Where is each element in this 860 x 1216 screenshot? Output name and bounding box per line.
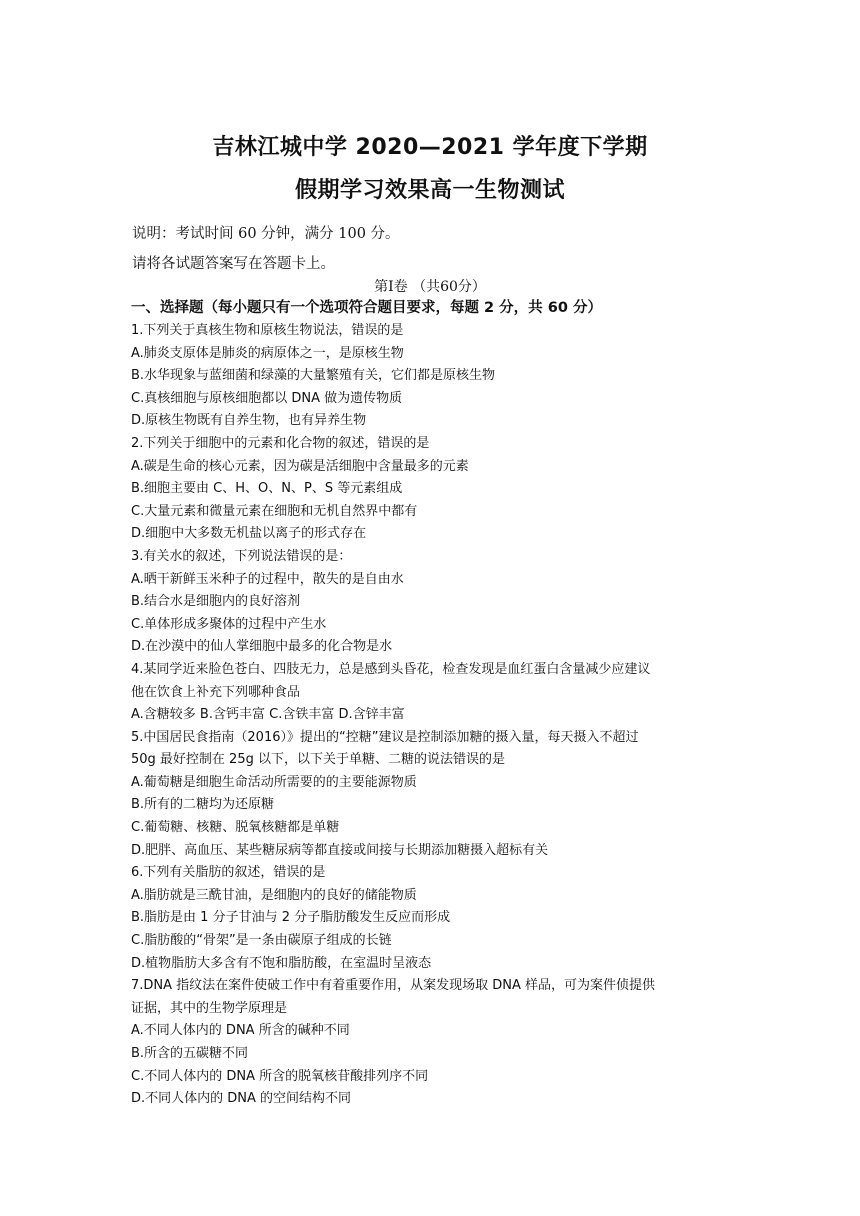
question-list — [131, 320, 733, 1111]
volume-heading: 第Ⅰ卷 （共60分） — [374, 279, 486, 295]
question-line: A.含糖较多 B.含钙丰富 C.含铁丰富 D.含锌丰富 — [131, 707, 405, 723]
question-line: 他在饮食上补充下列哪种食品 — [131, 684, 301, 700]
question-line: 7.DNA 指纹法在案件使破工作中有着重要作用，从案发现场取 DNA 样品，可为案件侦提供 — [131, 978, 656, 994]
question-line: 4.某同学近来脸色苍白、四肢无力，总是感到头昏花，检查发现是血红蛋白含量减少应建议 — [131, 661, 651, 677]
exam-instructions-answer: 请将各试题答案写在答题卡上。 — [132, 256, 335, 272]
question-line: C.单体形成多聚体的过程中产生水 — [131, 616, 327, 632]
question-line: B.脂肪是由 1 分子甘油与 2 分子脂肪酸发生反应而形成 — [131, 910, 451, 926]
section-heading: 一、选择题（每小题只有一个选项符合题目要求，每题 2 分，共 60 分） — [131, 300, 602, 316]
question-line: B.细胞主要由 C、H、O、N、P、S 等元素组成 — [131, 481, 403, 497]
question-line: 2.下列关于细胞中的元素和化合物的叙述，错误的是 — [131, 435, 430, 451]
question-line: A.脂肪就是三酰甘油，是细胞内的良好的储能物质 — [131, 887, 417, 903]
question-line: B.结合水是细胞内的良好溶剂 — [131, 594, 301, 610]
exam-title-line2: 假期学习效果高一生物测试 — [294, 178, 565, 203]
question-line: D.植物脂肪大多含有不饱和脂肪酸，在室温时呈液态 — [131, 955, 432, 971]
question-line: C.葡萄糖、核糖、脱氧核糖都是单糖 — [131, 820, 340, 836]
question-line: C.不同人体内的 DNA 所含的脱氧核苷酸排列序不同 — [131, 1068, 429, 1084]
exam-instructions-time: 说明：考试时间 60 分钟，满分 100 分。 — [132, 226, 400, 242]
question-line: 证据，其中的生物学原理是 — [131, 1000, 288, 1016]
question-line: C.大量元素和微量元素在细胞和无机自然界中都有 — [131, 503, 418, 519]
question-line: A.不同人体内的 DNA 所含的碱种不同 — [131, 1023, 350, 1039]
question-line: C.脂肪酸的“骨架”是一条由碳原子组成的长链 — [131, 933, 392, 949]
question-line: 50g 最好控制在 25g 以下，以下关于单糖、二糖的说法错误的是 — [131, 752, 505, 768]
question-line: D.原核生物既有自养生物，也有异养生物 — [131, 413, 367, 429]
question-line: D.细胞中大多数无机盐以离子的形式存在 — [131, 526, 367, 542]
question-line: A.碳是生命的核心元素，因为碳是活细胞中含量最多的元素 — [131, 458, 469, 474]
question-line: D.在沙漠中的仙人掌细胞中最多的化合物是水 — [131, 639, 393, 655]
exam-title-line1: 吉林江城中学 2020—2021 学年度下学期 — [212, 135, 648, 160]
question-line: B.水华现象与蓝细菌和绿藻的大量繁殖有关，它们都是原核生物 — [131, 368, 496, 384]
question-line: B.所含的五碳糖不同 — [131, 1046, 249, 1061]
question-line: 1.下列关于真核生物和原核生物说法，错误的是 — [131, 323, 404, 338]
question-line: 5.中国居民食指南（2016）》提出的“控糖”建议是控制添加糖的摄入量，每天摄入不超过 — [131, 729, 639, 745]
question-line: A.葡萄糖是细胞生命活动所需要的的主要能源物质 — [131, 774, 417, 790]
question-line: D.肥胖、高血压、某些糖尿病等都直接或间接与长期添加糖摄入超标有关 — [131, 842, 549, 858]
question-line: A.晒干新鲜玉米种子的过程中，散失的是自由水 — [131, 571, 404, 587]
question-line: 6.下列有关脂肪的叙述，错误的是 — [131, 865, 326, 881]
question-line: C.真核细胞与原核细胞都以 DNA 做为遗传物质 — [131, 390, 403, 406]
question-line: B.所有的二糖均为还原糖 — [131, 797, 275, 813]
question-line: 3.有关水的叙述，下列说法错误的是： — [131, 548, 352, 564]
question-line: A.肺炎支原体是肺炎的病原体之一，是原核生物 — [131, 345, 404, 361]
question-line: D.不同人体内的 DNA 的空间结构不同 — [131, 1091, 352, 1107]
